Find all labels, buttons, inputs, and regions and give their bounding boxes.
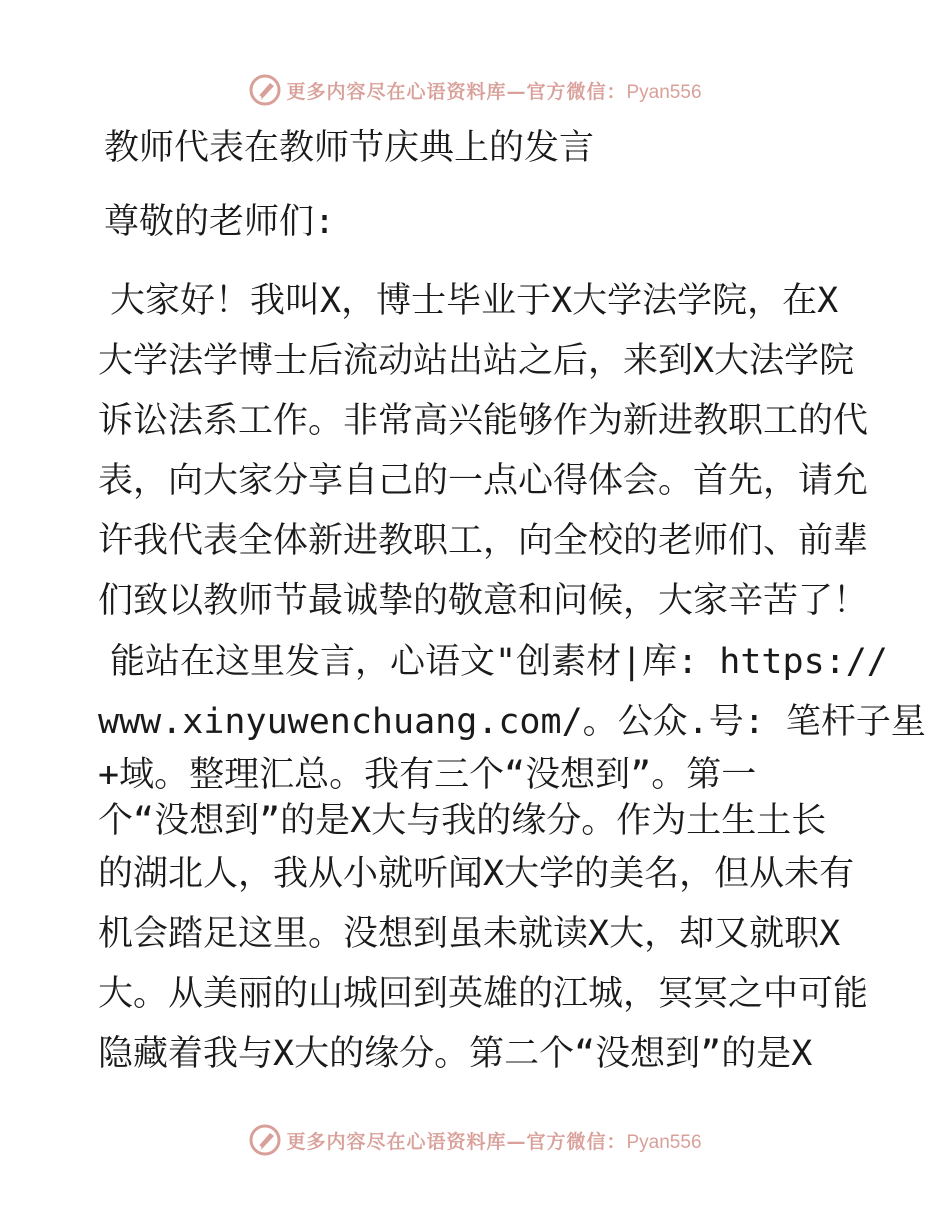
watermark-handle: Pyan556 <box>626 1131 702 1153</box>
bottom-watermark <box>0 1120 950 1160</box>
paragraph-line: 的湖北人，我从小就听闻X大学的美名，但从未有 <box>98 854 855 894</box>
paragraph-line: 个“没想到”的是X大与我的缘分。作为土生土长 <box>98 801 827 841</box>
watermark-text: 更多内容尽在心语资料库—官方微信： <box>286 80 627 103</box>
paragraph-line: 大学法学博士后流动站出站之后，来到X大法学院 <box>98 341 855 381</box>
watermark-handle: Pyan556 <box>626 81 702 103</box>
top-watermark <box>0 70 950 110</box>
paragraph-line: www.xinyuwenchuang.com/。公众.号: 笔杆子星 <box>98 702 926 742</box>
document-title: 教师代表在教师节庆典上的发言 <box>104 128 595 168</box>
paragraph-line: +域。整理汇总。我有三个“没想到”。第一 <box>98 755 757 795</box>
paragraph-2 <box>98 632 926 1084</box>
watermark-text: 更多内容尽在心语资料库—官方微信： <box>286 1130 627 1153</box>
paragraph-line: 表，向大家分享自己的一点心得体会。首先，请允 <box>98 461 869 501</box>
paragraph-line: 们致以教师节最诚挚的敬意和问候，大家辛苦了！ <box>98 581 869 621</box>
paragraph-line: 大家好！我叫X，博士毕业于X大学法学院，在X <box>110 281 839 321</box>
paragraph-line: 许我代表全体新进教职工，向全校的老师们、前辈 <box>98 521 869 561</box>
paragraph-line: 机会踏足这里。没想到虽未就读X大，却又就职X <box>98 914 841 954</box>
paragraph-line: 大。从美丽的山城回到英雄的江城，冥冥之中可能 <box>98 974 869 1014</box>
pen-circle-logo-icon <box>248 1123 282 1157</box>
pen-circle-logo-icon <box>248 73 282 107</box>
greeting: 尊敬的老师们: <box>104 202 336 242</box>
paragraph-line: 能站在这里发言，心语文"创素材|库: https:// <box>110 642 888 682</box>
paragraph-line: 隐藏着我与X大的缘分。第二个“没想到”的是X <box>98 1034 813 1074</box>
paragraph-line: 诉讼法系工作。非常高兴能够作为新进教职工的代 <box>98 401 869 441</box>
paragraph-1 <box>98 271 869 631</box>
